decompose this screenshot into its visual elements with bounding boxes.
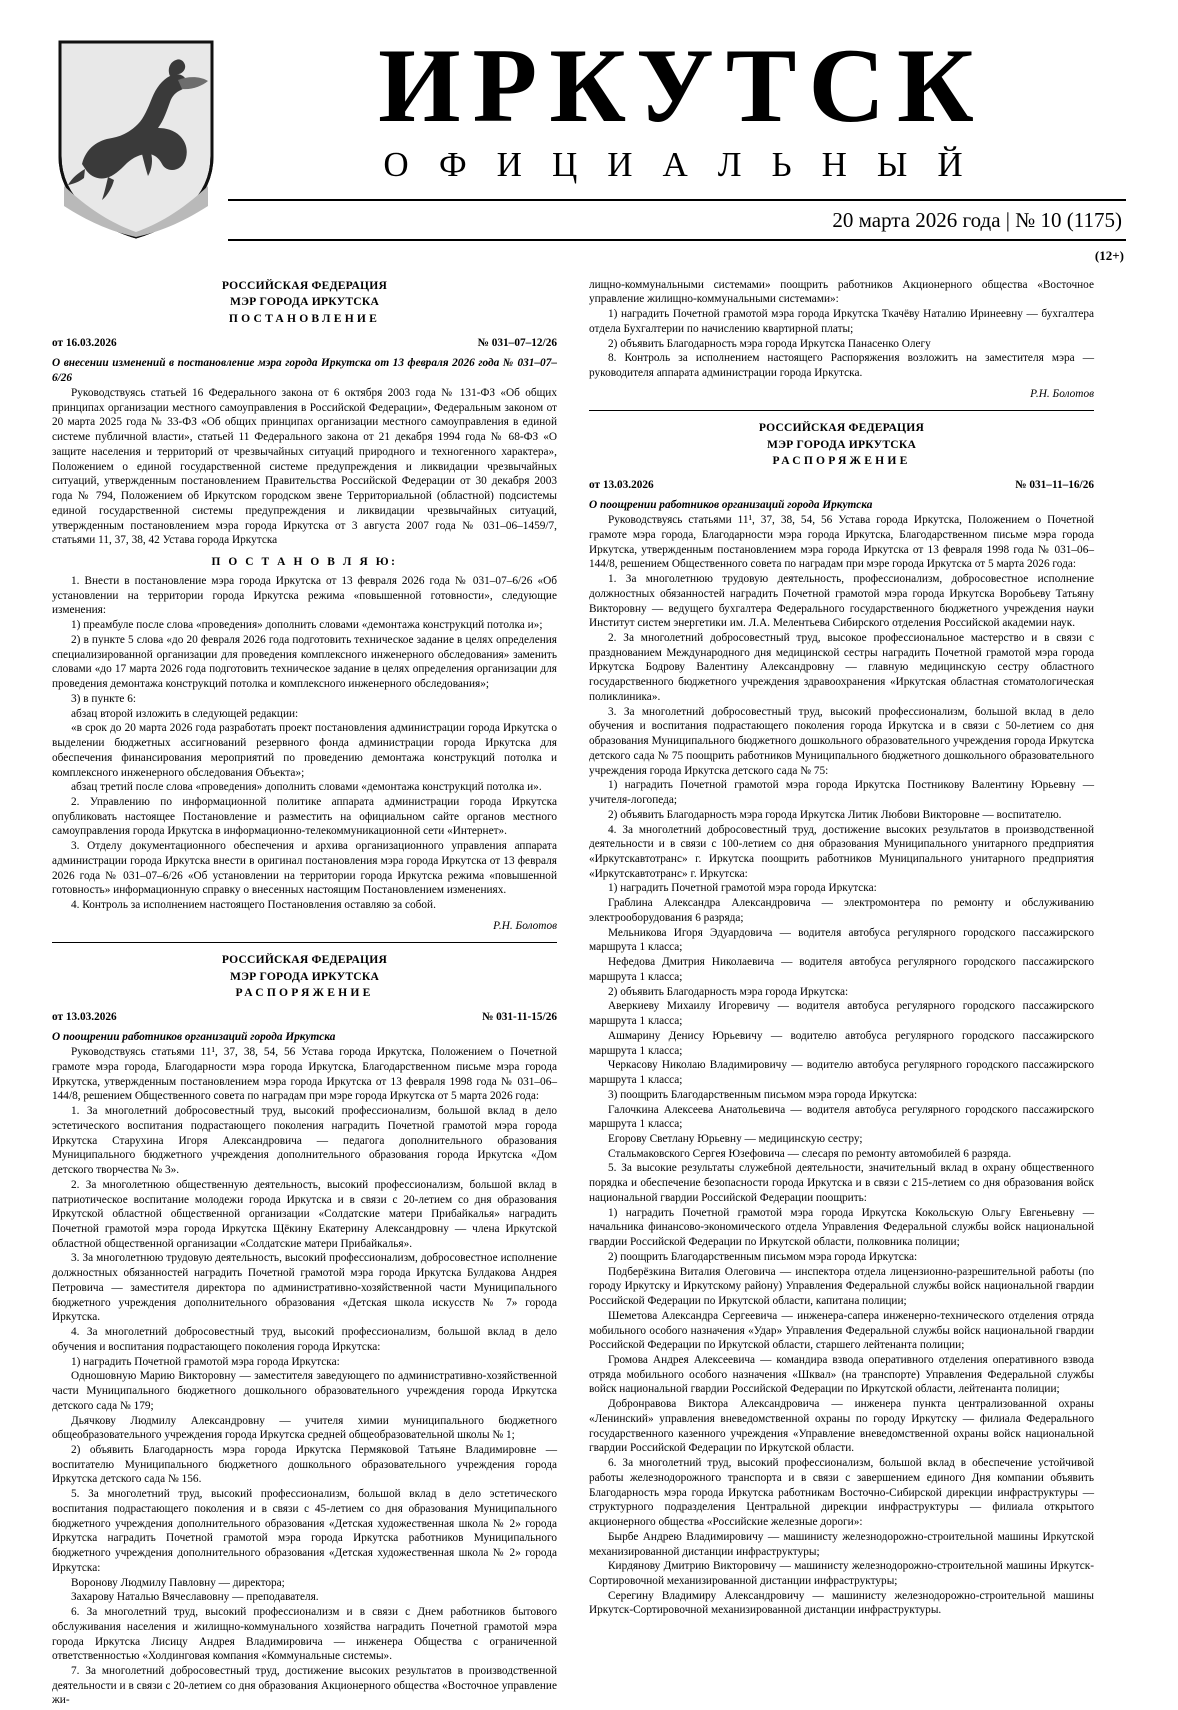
paragraph: Стальмаковского Сергея Юзефовича — слесаря по ремонту автомобилей 6 разряда. (608, 1147, 1012, 1160)
article-columns (0, 264, 1178, 1710)
paragraph: Громова Андрея Алексеевича — командира взвода оперативного отделения оперативного взвода отряда мобильного особого назначения «Шквал» (на транспорте) Управления Федеральной службы войск национальной гвардии Российской Федерации по Иркутской области, лейтенанта полиции; (589, 1353, 1094, 1396)
section-divider (589, 410, 1094, 411)
paragraph: 1) наградить Почетной грамотой мэра города Иркутска: (71, 1355, 340, 1368)
paragraph: 1) наградить Почетной грамотой мэра города Иркутска Постникову Валентину Юрьевну — учителя-логопеда; (589, 779, 1094, 807)
paragraph: 2) объявить Благодарность мэра города Иркутска Пермяковой Татьяне Владимировне — воспитателю Муниципального бюджетного дошкольного образовательного учреждения города Иркутска детского сада № 156. (52, 1443, 557, 1486)
paragraph: 7. За многолетний добросовестный труд, достижение высоких результатов в производственной деятельности и в связи с 20-летием со дня образования Акционерного общества «Восточное управление жи- (52, 1665, 557, 1707)
paragraph: Подберёзкина Виталия Олеговича — инспектора отдела лицензионно-разрешительной работы (по городу Иркутску и Иркутскому району) Управления Федеральной службы войск национальной гвардии Российской Федерации по Иркутской области, капитана полиции; (589, 1265, 1094, 1308)
page-subtitle: ОФИЦИАЛЬНЫЙ (383, 144, 993, 184)
doc-header-federation: РОССИЙСКАЯ ФЕДЕРАЦИЯ (221, 952, 388, 966)
issue-date-bar: 20 марта 2026 года | № 10 (1175) (228, 199, 1126, 241)
masthead (0, 0, 1178, 264)
doc-date: от 13.03.2026 (589, 479, 654, 492)
coat-of-arms-icon (52, 36, 220, 241)
paragraph: 1. Внести в постановление мэра города Иркутска от 13 февраля 2026 года № 031–07–6/26 «Об установлении на территории города Иркутска режима «повышенной готовности», следующие изменения: (52, 574, 557, 617)
paragraph: 2. За многолетнюю общественную деятельность, высокий профессионализм, большой вклад в патриотическое воспитание молодежи города Иркутска и в связи с 20-летием со дня образования Иркутской областной общественной организации «Солдатские матери Прибайкалья» наградить Почетной грамотой мэра города Иркутска Щёкину Екатерину Александровну — члена Иркутской областной общественной организации «Солдатские матери Прибайкалья». (52, 1178, 557, 1250)
doc-date: от 16.03.2026 (52, 337, 117, 350)
paragraph: Руководствуясь статьями 11¹, 37, 38, 54, 56 Устава города Иркутска, Положением о Почетной грамоте мэра города, Благодарности мэра города Иркутска, Благодарственном письме мэра города Иркутска, утвержденным постановлением мэра города Иркутска от 13 февраля 1998 года № 031–06–144/8, решением Общественного совета по наградам при мэре города Иркутска от 5 марта 2026 года: (52, 1046, 557, 1103)
paragraph: 6. За многолетний труд, высокий профессионализм и в связи с Днем работников бытового обслуживания населения и жилищно-коммунального хозяйства наградить Почетной грамотой мэра города Иркутска Лисицу Андрея Владимировича — инженера Общества с ограниченной ответственностью «Холдинговая компания «Коммунальные системы». (52, 1606, 557, 1663)
paragraph: 4. За многолетний добросовестный труд, высокий профессионализм, большой вклад в дело обучения и воспитания подрастающего поколения города Иркутска: (52, 1326, 557, 1353)
paragraph: Ашмарину Денису Юрьевичу — водителю автобуса регулярного городского пассажирского маршрута 1 класса; (589, 1029, 1094, 1057)
signature: Р.Н. Болотов (493, 919, 557, 932)
resolve-heading: П О С Т А Н О В Л Я Ю: (211, 555, 398, 568)
paragraph: 2. Управлению по информационной политике аппарата администрации города Иркутска опубликовать настоящее Постановление и разместить на официальном сайте органов местного самоуправления города Иркутска в информационно-телекоммуникационной сети «Интернет». (52, 795, 557, 838)
age-rating-badge: (12+) (1094, 247, 1124, 263)
paragraph: 3) в пункте 6: (71, 692, 137, 705)
paragraph: 2) в пункте 5 слова «до 20 февраля 2026 года подготовить техническое задание в целях определения специализированной организации для проведения комплексного инженерного обследования» заменить словами «до 17 марта 2026 года подготовить техническое задание в целях определения организации для проведения демонтажа конструкций потолка и комплексного инженерного обследования»; (52, 633, 557, 691)
paragraph: 3) поощрить Благодарственным письмом мэра города Иркутска: (608, 1088, 918, 1101)
paragraph: 8. Контроль за исполнением настоящего Распоряжения возложить на заместителя мэра — руководителя аппарата администрации города Иркутска. (589, 352, 1094, 380)
paragraph: Шеметова Александра Сергеевича — инженера-сапера инженерно-технического отделения отряда мобильного особого назначения «Удар» Управления Федеральной службы войск национальной гвардии Российской Федерации по Иркутской области, старшего лейтенанта полиции; (589, 1309, 1094, 1352)
doc-header-type: РАСПОРЯЖЕНИЕ (772, 454, 911, 468)
paragraph: Захарову Наталью Вячеславовну — преподавателя. (71, 1591, 319, 1604)
masthead-text (220, 27, 1126, 264)
doc-meta (52, 1011, 557, 1023)
paragraph: 3. Отделу документационного обеспечения и архива организационного управления аппарата администрации города Иркутска внести в оригинал постановления мэра города Иркутска от 13 февраля 2026 года № 031–07–6/26 «Об установлении на территории города Иркутска режима «повышенной готовность» информационную справку о внесенных настоящим Постановлением изменениях. (52, 840, 557, 897)
paragraph: «в срок до 20 марта 2026 года разработать проект постановления администрации города Иркутска о выделении бюджетных ассигнований резервного фонда администрации города Иркутска для обеспечения финансирования мероприятий по проведению демонтажа конструкций потолка и комплексного инженерного обследования Объекта»; (52, 722, 557, 779)
paragraph: Аверкиеву Михаилу Игоревичу — водителя автобуса регулярного городского пассажирского маршрута 1 класса; (589, 1000, 1094, 1028)
doc-number: № 031-11-15/26 (481, 1011, 557, 1024)
paragraph: 5. За многолетний труд, высокий профессионализм, большой вклад в дело эстетического воспитания подрастающего поколения и в связи с 45-летием со дня образования Муниципального бюджетного учреждения дополнительного образования «Детская художественная школа № 2» города Иркутска наградить Почетной грамотой мэра города Иркутска работников Муниципального бюджетного учреждения дополнительного образования «Детская художественная школа № 2» города Иркутска: (52, 1488, 557, 1574)
document-rasporyazhenie-16 (589, 420, 1094, 1618)
doc-header-mayor: МЭР ГОРОДА ИРКУТСКА (229, 295, 380, 309)
paragraph: Граблина Александра Александровича — электромонтера по ремонту и обслуживанию электрооборудования 6 разряда; (589, 897, 1094, 924)
paragraph: Воронову Людмилу Павловну — директора; (71, 1576, 285, 1589)
paragraph: 1) преамбуле после слова «проведения» дополнить словами «демонтажа конструкций потолка и»; (71, 619, 543, 632)
document-postanovlenie (52, 278, 557, 932)
paragraph: 4. Контроль за исполнением настоящего Постановления оставляю за собой. (71, 899, 436, 912)
paragraph: 1) наградить Почетной грамотой мэра города Иркутска Кокольскую Ольгу Евгеньевну — начальника финансово-экономического отдела Управления Федеральной службы войск национальной гвардии Российской Федерации по Иркутской области, полковника полиции; (589, 1206, 1094, 1249)
paragraph: 6. За многолетний труд, высокий профессионализм, большой вклад в обеспечение устойчивой работы железнодорожного транспорта и в связи с завершением единого Дня компании объявить Благодарность мэра города Иркутска работникам Восточно-Сибирской дирекции инфраструктуры — структурного подразделения Центральной дирекции инфраструктуры — филиала открытого акционерного общества «Российские железные дороги»: (589, 1457, 1094, 1529)
doc-meta (52, 337, 557, 349)
paragraph: Добронравова Виктора Александровича — инженера пункта централизованной охраны «Ленинский» управления вневедомственной охраны по городу Иркутску — филиала Федерального государственного казенного учреждения «Управление вневедомственной охраны войск национальной гвардии Российской Федерации по Иркутской области. (589, 1398, 1094, 1455)
paragraph: Кирдянову Дмитрию Викторовичу — машинисту железнодорожно-строительной машины Иркутск-Сортировочной механизированной дистанции инфраструктуры; (589, 1560, 1094, 1587)
doc-number: № 031–07–12/26 (477, 337, 557, 350)
paragraph: лищно-коммунальными системами» поощрить работников Акционерного общества «Восточное управление жилищно-коммунальными системами»: (589, 278, 1094, 306)
paragraph: Одношовную Марию Викторовну — заместителя заведующего по административно-хозяйственной части Муниципального бюджетного дошкольного образовательного учреждения города Иркутска детского сада № 179; (52, 1370, 557, 1412)
paragraph: 2) объявить Благодарность мэра города Иркутска Панасенко Олегу (608, 337, 931, 350)
doc-subtitle: О поощрении работников организаций города Иркутска (589, 499, 873, 512)
paragraph: 1) наградить Почетной грамотой мэра города Иркутска: (608, 882, 877, 895)
paragraph: 1. За многолетний добросовестный труд, высокий профессионализм, большой вклад в дело эстетического воспитания подрастающего поколения наградить Почетной грамотой мэра города Иркутска Старухина Игоря Александровича — педагога дополнительного образования Муниципального бюджетного учреждения дополнительного образования города Иркутска «Дом детского творчества № 3». (52, 1105, 557, 1177)
section-divider (52, 942, 557, 943)
doc-date: от 13.03.2026 (52, 1011, 117, 1024)
paragraph: Дьячкову Людмилу Александровну — учителя химии муниципального бюджетного общеобразовательного учреждения города Иркутска средней общеобразовательной школы № 1; (52, 1414, 557, 1442)
paragraph: 2) поощрить Благодарственным письмом мэра города Иркутска: (608, 1250, 918, 1263)
paragraph: 2) объявить Благодарность мэра города Иркутска: (608, 985, 849, 998)
doc-header-mayor: МЭР ГОРОДА ИРКУТСКА (229, 969, 380, 983)
paragraph: Бырбе Андрею Владимировичу — машинисту железнодорожно-строительной машины Иркутской механизированной дистанции инфраструктуры; (589, 1530, 1094, 1558)
doc-meta (589, 479, 1094, 491)
paragraph: 3. За многолетний добросовестный труд, высокий профессионализм, большой вклад в дело обучения и воспитания подрастающего поколения города Иркутска и в связи с 50-летием со дня образования Муниципального бюджетного дошкольного образовательного учреждения города Иркутска детского сада № 75 поощрить работников Муниципального бюджетного дошкольного образовательного учреждения города Иркутска детского сада № 75: (589, 705, 1094, 777)
right-column (573, 278, 1094, 1710)
page-title: ИРКУТСК (378, 27, 986, 144)
paragraph: 5. За высокие результаты служебной деятельности, значительный вклад в охрану общественного порядка и обеспечение безопасности города Иркутска и в связи с 215-летием со дня образования войск национальной гвардии Российской Федерации поощрить: (589, 1162, 1094, 1204)
paragraph: абзац второй изложить в следующей редакции: (71, 707, 299, 720)
paragraph: Егорову Светлану Юрьевну — медицинскую сестру; (608, 1132, 863, 1145)
paragraph: Нефедова Дмитрия Николаевича — водителя автобуса регулярного городского пассажирского маршрута 1 класса; (589, 956, 1094, 983)
doc-subtitle: О внесении изменений в постановление мэра города Иркутска от 13 февраля 2026 года № 031–07–6/26 (52, 357, 557, 384)
paragraph: 1) наградить Почетной грамотой мэра города Иркутска Ткачёву Наталию Иринеевну — бухгалтера отдела Бухгалтерии по начислению квартирной платы; (589, 308, 1094, 335)
paragraph: Руководствуясь статьями 11¹, 37, 38, 54, 56 Устава города Иркутска, Положением о Почетной грамоте мэра города, Благодарности мэра города Иркутска, Благодарственном письме мэра города Иркутска, утвержденным постановлением мэра города Иркутска от 13 февраля 1998 года № 031–06–144/8, решением Общественного совета по наградам при мэре города Иркутска от 5 марта 2026 года: (589, 514, 1094, 571)
paragraph: Мельникова Игоря Эдуардовича — водителя автобуса регулярного городского пассажирского маршрута 1 класса; (589, 926, 1094, 954)
doc-number: № 031–11–16/26 (1015, 479, 1094, 492)
paragraph: 2. За многолетний добросовестный труд, высокое профессиональное мастерство и в связи с празднованием Международного дня медицинской сестры наградить Почетной грамотой мэра города Иркутска Бодрову Валентину Александровну — главную медицинскую сестру областного государственного бюджетного учреждения здравоохранения «Иркутская областная стоматологическая поликлиника». (589, 632, 1094, 703)
doc-header-type: РАСПОРЯЖЕНИЕ (235, 986, 374, 1000)
paragraph: Галочкина Алексеева Анатольевича — водителя автобуса регулярного городского пассажирского маршрута 1 класса; (589, 1103, 1094, 1131)
doc-header-mayor: МЭР ГОРОДА ИРКУТСКА (766, 437, 917, 451)
paragraph: Руководствуясь статьей 16 Федерального закона от 6 октября 2003 года № 131-ФЗ «Об общих принципах организации местного самоуправления в Российской Федерации», Федеральным законом от 20 марта 2025 года № 33-ФЗ «Об общих принципах организации местного самоуправления в единой системе публичной власти», статьей 11 Федерального закона от 21 декабря 1994 года № 68-ФЗ «О защите населения и территорий от чрезвычайных ситуаций природного и техногенного характера», Положением о единой государственной системе предупреждения и ликвидации чрезвычайных ситуаций, утвержденным постановлением Правительства Российской Федерации от 30 декабря 2003 года № 794, Положением об Иркутском городском звене Территориальной (областной) подсистемы единой государственной системы предупреждения и ликвидации чрезвычайных ситуаций, утвержденным постановлением мэра города Иркутска от 3 августа 2007 года № 031–06–1459/7, статьями 11, 37, 38, 42 Устава города Иркутска (52, 386, 557, 547)
doc-header-federation: РОССИЙСКАЯ ФЕДЕРАЦИЯ (758, 420, 925, 434)
document-rasporyazhenie-15-continued (589, 278, 1094, 400)
signature: Р.Н. Болотов (1030, 387, 1094, 400)
paragraph: Черкасову Николаю Владимировичу — водителю автобуса регулярного городского пассажирского маршрута 1 класса; (589, 1059, 1094, 1087)
left-column (52, 278, 573, 1710)
paragraph: 3. За многолетнюю трудовую деятельность, высокий профессионализм, добросовестное исполнение должностных обязанностей наградить Почетной грамотой мэра города Иркутска Булдакова Андрея Петровича — заместителя директора по административно-хозяйственной части Муниципального бюджетного учреждения дополнительного образования «Детская школа искусств № 7» города Иркутска. (52, 1252, 557, 1324)
doc-header-type: ПОСТАНОВЛЕНИЕ (228, 312, 381, 326)
paragraph: Серегину Владимиру Александровичу — машинисту железнодорожно-строительной машины Иркутск-Сортировочной механизированной дистанции инфраструктуры. (589, 1589, 1094, 1617)
paragraph: 2) объявить Благодарность мэра города Иркутска Литик Любови Викторовне — воспитателю. (608, 808, 1062, 821)
paragraph: 4. За многолетний добросовестный труд, достижение высоких результатов в производственной деятельности и в связи с 100-летием со дня образования Муниципального унитарного предприятия «Иркутскавтотранс» г. Иркутска поощрить работников Муниципального унитарного предприятия «Иркутскавтотранс» г. Иркутска: (589, 823, 1094, 880)
document-rasporyazhenie-15 (52, 952, 557, 1708)
doc-header-federation: РОССИЙСКАЯ ФЕДЕРАЦИЯ (221, 278, 388, 292)
paragraph: абзац третий после слова «проведения» дополнить словами «демонтажа конструкций потолка и». (71, 781, 542, 794)
doc-subtitle: О поощрении работников организаций города Иркутска (52, 1031, 336, 1044)
paragraph: 1. За многолетнюю трудовую деятельность, профессионализм, добросовестное исполнение должностных обязанностей наградить Почетной грамотой мэра города Иркутска Воробьеву Татьяну Викторовну — ведущего бухгалтера Федерального государственного бюджетного учреждения науки Институт систем энергетики им. Л.А. Мелентьева Сибирского отделения Российской академии наук. (589, 573, 1094, 630)
